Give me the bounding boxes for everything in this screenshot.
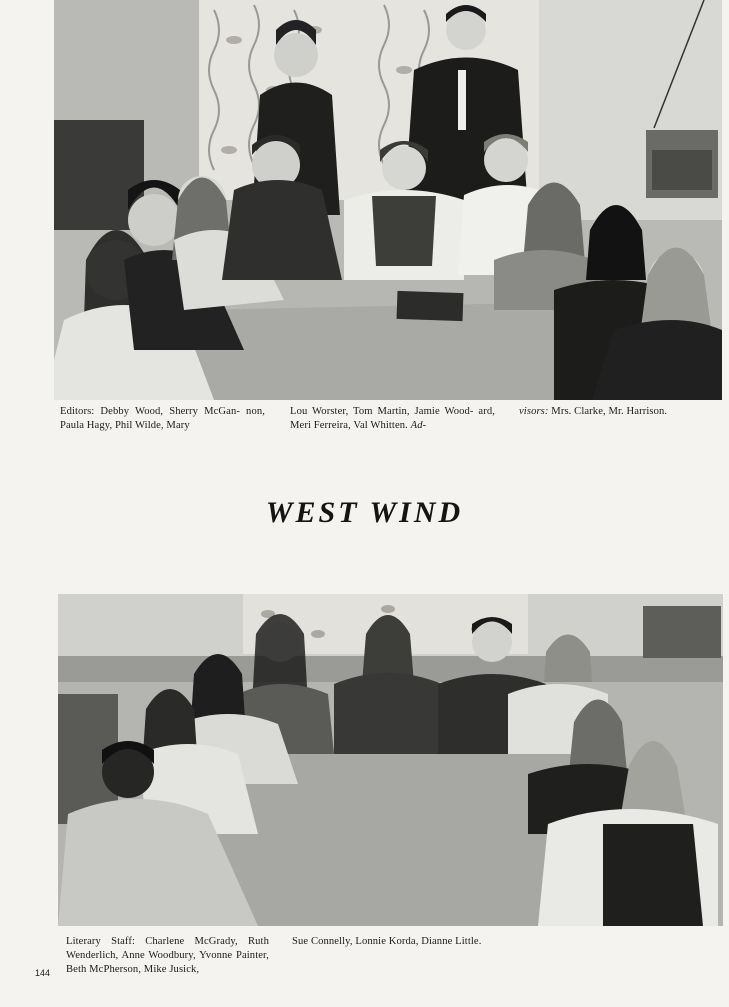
editors-caption-col2 — [290, 405, 495, 433]
section-heading: WEST WIND — [265, 496, 464, 529]
editors-caption-col3-italic: visors: — [519, 406, 549, 417]
literary-staff-caption-col2-text: Sue Connelly, Lonnie Korda, Dianne Little. — [292, 936, 482, 947]
literary-staff-caption-col1-text: Literary Staff: Charlene McGrady, Ruth Wenderlich, Anne Woodbury, Yvonne Painter, Beth McPherson, Mike Jusick, — [66, 936, 269, 975]
editors-caption-col3 — [519, 405, 719, 419]
editors-caption-col3-text: Mrs. Clarke, Mr. Harrison. — [551, 406, 668, 417]
page-number: 144 — [35, 968, 51, 978]
editors-caption-col2-italic: Ad- — [410, 420, 427, 431]
literary-staff-caption-col2 — [292, 935, 497, 949]
literary-staff-photo — [58, 594, 723, 926]
editors-photo — [54, 0, 722, 400]
editors-caption-col1-text: Editors: Debby Wood, Sherry McGan- non, Paula Hagy, Phil Wilde, Mary — [60, 406, 265, 431]
editors-caption-col2-text: Lou Worster, Tom Martin, Jamie Wood- ard, Meri Ferreira, Val Whitten. — [290, 406, 495, 431]
literary-staff-caption-col1 — [66, 935, 269, 977]
editors-caption-col1 — [60, 405, 265, 433]
